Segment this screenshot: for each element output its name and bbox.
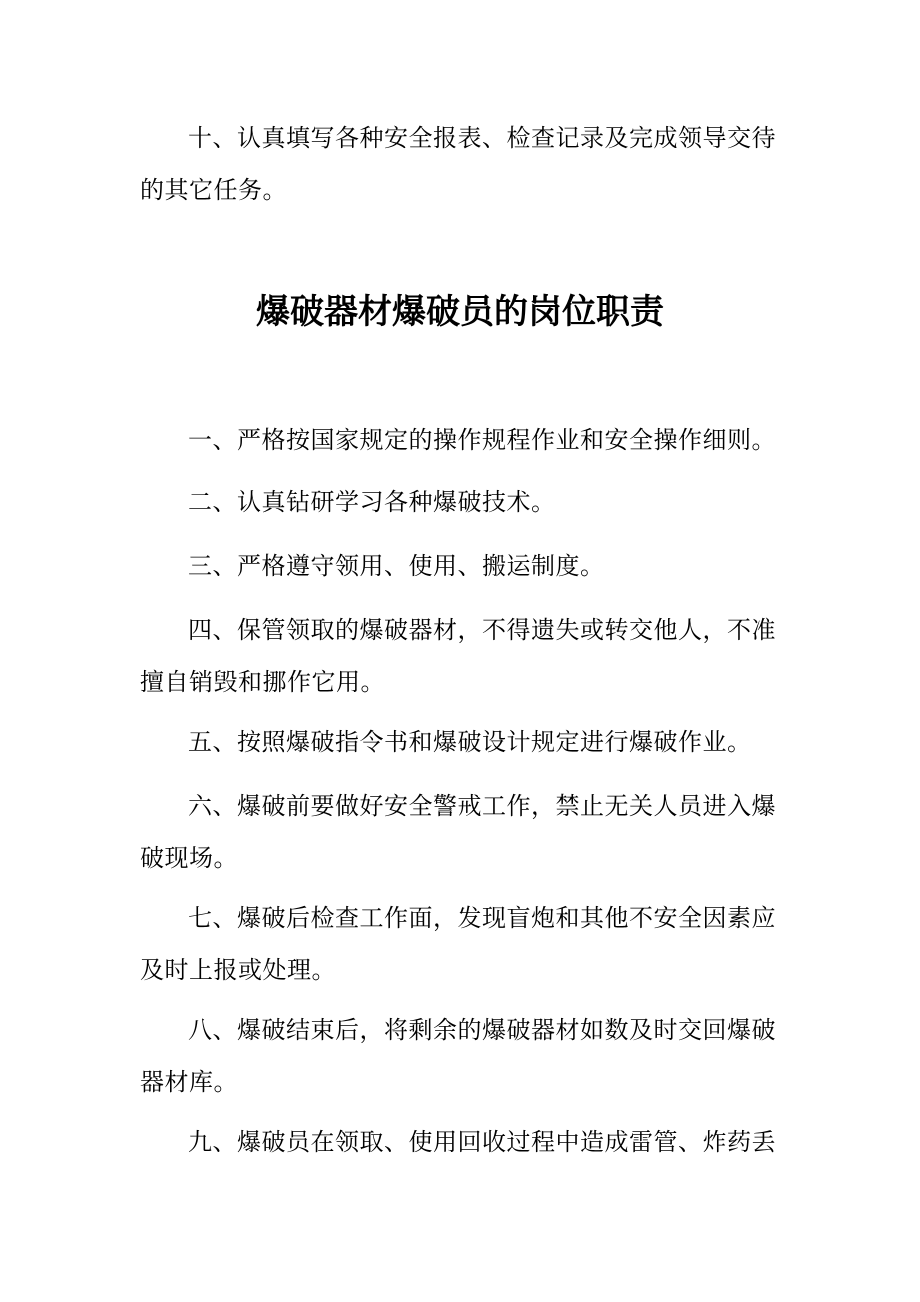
section-title: 爆破器材爆破员的岗位职责 bbox=[256, 292, 664, 332]
paragraph-item-3: 三、严格遵守领用、使用、搬运制度。 bbox=[188, 552, 605, 580]
paragraph-item-8: 八、爆破结束后，将剩余的爆破器材如数及时交回爆破器材库。 bbox=[140, 1016, 776, 1096]
paragraph-item-5: 五、按照爆破指令书和爆破设计规定进行爆破作业。 bbox=[188, 728, 752, 756]
paragraph-item-9: 九、爆破员在领取、使用回收过程中造成雷管、炸药丢 bbox=[188, 1128, 776, 1156]
paragraph-item-10: 十、认真填写各种安全报表、检查记录及完成领导交待的其它任务。 bbox=[140, 124, 776, 204]
paragraph-item-7: 七、爆破后检查工作面，发现盲炮和其他不安全因素应及时上报或处理。 bbox=[140, 904, 776, 984]
paragraph-item-6: 六、爆破前要做好安全警戒工作，禁止无关人员进入爆破现场。 bbox=[140, 792, 776, 872]
paragraph-item-1: 一、严格按国家规定的操作规程作业和安全操作细则。 bbox=[188, 426, 776, 454]
paragraph-item-4: 四、保管领取的爆破器材，不得遗失或转交他人，不准擅自销毁和挪作它用。 bbox=[140, 616, 776, 696]
paragraph-item-2: 二、认真钻研学习各种爆破技术。 bbox=[188, 488, 556, 516]
